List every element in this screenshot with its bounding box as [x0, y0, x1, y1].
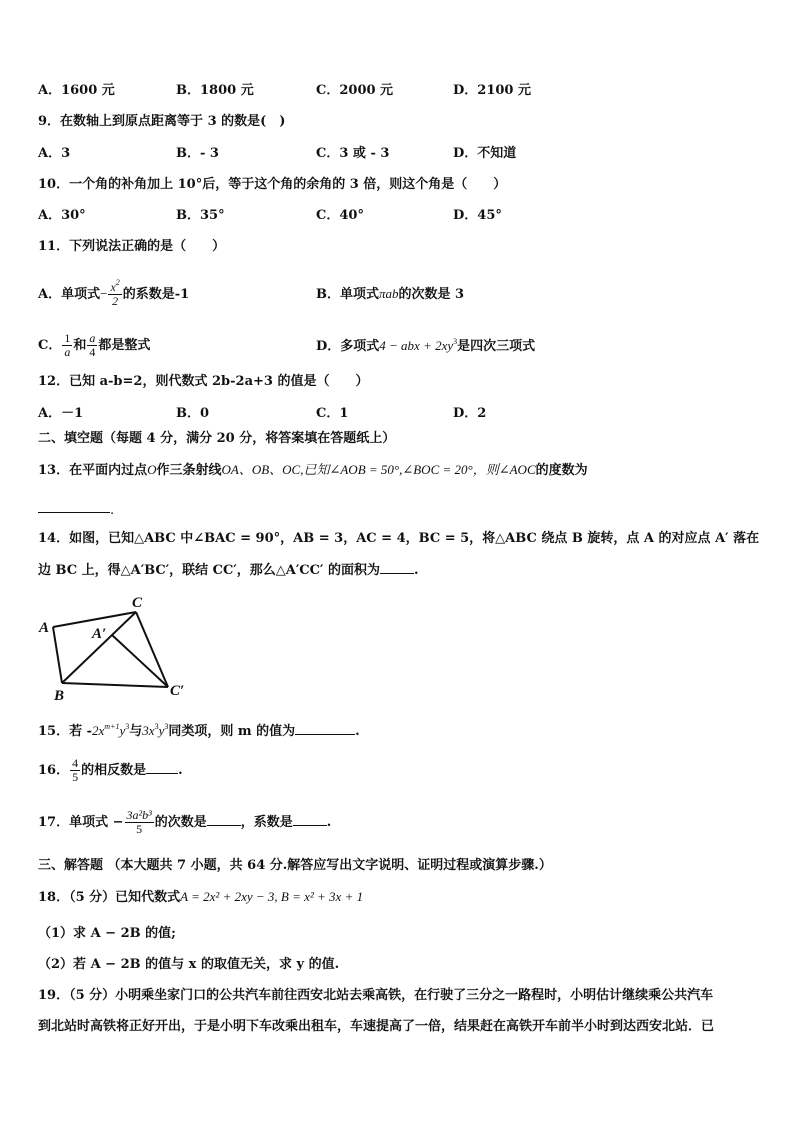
q11-c-suffix: 都是整式 [98, 338, 151, 353]
q17-degree-blank [207, 813, 241, 826]
q17-coefficient-text: ，系数是 [240, 815, 293, 830]
q14-line-2: 边 BC 上，得△A′BC′，联结 CC′，那么△A′CC′ 的面积为 . [38, 563, 419, 578]
q11-a-suffix: 的系数是-1 [122, 287, 190, 302]
q15-term2: 3x [142, 723, 155, 738]
q8-option-b: B．1800 元 [176, 83, 254, 98]
q11-stem: 11．下列说法正确的是（ ） [38, 239, 226, 254]
q16-prefix: 16． [38, 763, 70, 778]
q13-known: ,已知∠AOB = 50°,∠BOC = 20°，则∠AOC [300, 462, 536, 477]
q10-option-d: D．45° [453, 208, 502, 223]
q16-stem: 16． $\frac{4}{5}$ 的相反数是 . [38, 756, 183, 784]
q11-a-fraction: $\frac{x^2}{2}$ [110, 278, 120, 308]
section-3-heading: 三、解答题 （本大题共 7 小题，共 64 分.解答应写出文字说明、证明过程或演算步骤.） [38, 858, 552, 873]
q17-stem: 17．单项式 − $\frac{\text{3a²b³}}{5}$ 的次数是 ，系数是 . [38, 808, 332, 836]
q9-option-b: B．- 3 [176, 146, 219, 161]
q15-term1: 2x [92, 723, 105, 738]
q16-fraction [70, 757, 80, 784]
q11-a-prefix: A．单项式 [38, 287, 101, 302]
q15-term2-y: y [158, 723, 165, 738]
q15-suffix: 同类项，则 m 的值为 [168, 724, 296, 739]
q10-stem: 10．一个角的补角加上 10°后，等于这个角的余角的 3 倍，则这个角是（ ） [38, 177, 507, 192]
q19-line-2: 到北站时高铁将正好开出，于是小明下车改乘出租车，车速提高了一倍，结果赶在高铁开车前半小时到达西安北站．已 [38, 1019, 715, 1034]
label-a: A [39, 620, 50, 636]
q12-option-d: D．2 [453, 406, 487, 421]
q12-option-a: A．－1 [38, 406, 84, 421]
q11-d-prefix: D．多项式 [316, 339, 380, 354]
q14-line-1: 14．如图，已知△ABC 中∠BAC = 90°，AB = 3，AC = 4，BC = 5，将△ABC 绕点 B 旋转，点 A 的对应点 A′ 落在 [38, 531, 760, 546]
q18-part-1: （1）求 A − 2B 的值; [38, 926, 176, 941]
q8-option-a: A．1600 元 [38, 83, 115, 98]
q14-triangle-diagram [30, 590, 200, 705]
label-c-prime: C′ [170, 683, 185, 699]
section-2-heading: 二、填空题（每题 4 分，满分 20 分，将答案填在答题纸上） [38, 431, 396, 446]
q11-a-num: x [110, 280, 116, 294]
label-c: C [132, 595, 143, 611]
q13-period: . [110, 503, 115, 518]
q12-stem: 12．已知 a-b=2，则代数式 2b-2a+3 的值是（ ） [38, 374, 369, 389]
q11-b-suffix: 的次数是 3 [398, 287, 465, 302]
q11-c-fraction-1 [62, 332, 72, 359]
q8-option-d: D．2100 元 [453, 83, 531, 98]
q12-option-c: C．1 [316, 406, 349, 421]
q18-part-2: （2）若 A − 2B 的值与 x 的取值无关，求 y 的值. [38, 957, 340, 972]
q18-stem [38, 888, 363, 907]
q9-option-a: A．3 [38, 146, 71, 161]
q13-answer-blank [38, 512, 110, 513]
segment-cc-prime [136, 612, 168, 687]
q11-c-f2-num: a [89, 331, 96, 345]
q11-option-b [316, 285, 464, 304]
q15-prefix: 15．若 - [38, 724, 93, 739]
segment-bc-prime [62, 683, 168, 687]
q17-fraction [125, 809, 154, 836]
q16-num: 4 [72, 756, 79, 770]
q13-prefix: 13．在平面内过点 [38, 463, 148, 478]
q9-stem: 9．在数轴上到原点距离等于 3 的数是( ) [38, 114, 286, 129]
q11-c-fraction-2 [87, 332, 97, 359]
q11-c-prefix: C． [38, 338, 62, 353]
q15-mid: 与 [129, 724, 143, 739]
q17-degree-text: 的次数是 [154, 815, 207, 830]
q10-option-c: C．40° [316, 208, 364, 223]
q17-coefficient-blank [293, 813, 327, 826]
q15-term1-exp: m+1 [104, 722, 120, 731]
q11-a-den: 2 [112, 294, 119, 308]
q11-c-f1-num: 1 [64, 331, 71, 345]
q9-option-d: D．不知道 [453, 146, 517, 161]
q11-d-math: 4 − abx + 2xy [379, 338, 454, 353]
q18-stem-text: 18．（5 分）已知代数式 [38, 890, 181, 905]
label-b: B [54, 688, 65, 704]
q16-answer-blank [146, 761, 178, 774]
q15-stem: 15．若 $-2x^{m+1}y^3$与$3x^3y^3$同类项，则 m 的值为 . [38, 722, 360, 739]
q15-term2-exp: 3 [154, 722, 159, 731]
q9-option-c: C．3 或 - 3 [316, 146, 390, 161]
q11-c-f2-den: 4 [89, 345, 96, 359]
q15-answer-blank [295, 722, 355, 735]
q8-option-c: C．2000 元 [316, 83, 394, 98]
q13-rays: OA、OB、OC [221, 462, 301, 477]
label-a-prime: A′ [92, 626, 107, 642]
q11-option-a: A．单项式− $\frac{x^2}{2}$ 的系数是-1 [38, 278, 190, 308]
q13-suffix: 的度数为 [535, 463, 588, 478]
q16-suffix: 的相反数是 [81, 763, 147, 778]
q13-stem [38, 461, 588, 480]
segment-ab [53, 627, 62, 683]
q12-option-b: B．0 [176, 406, 210, 421]
q19-line-1: 19．（5 分）小明乘坐家门口的公共汽车前往西安北站去乘高铁，在行驶了三分之一路程时，小明估计继续乘公共汽车 [38, 988, 714, 1003]
q13-mid: 作三条射线 [156, 463, 222, 478]
q16-den: 5 [72, 770, 79, 784]
q17-den: 5 [136, 822, 143, 836]
q18-expression: A = 2x² + 2xy − 3, B = x² + 3x + 1 [180, 889, 364, 904]
q13-point-o: O [147, 462, 157, 477]
q14-answer-blank [380, 561, 414, 574]
segment-a-prime-c-prime [112, 635, 168, 687]
q11-option-c [38, 329, 150, 363]
q15-term1-y-exp: 3 [125, 722, 130, 731]
q14-line-2-text: 边 BC 上，得△A′BC′，联结 CC′，那么△A′CC′ 的面积为 [38, 563, 380, 578]
q15-term1-y: y [119, 723, 126, 738]
q11-b-math: πab [379, 286, 399, 301]
q17-prefix: 17．单项式 − [38, 815, 124, 830]
q11-c-f1-den: a [64, 345, 71, 359]
q11-c-mid: 和 [73, 338, 87, 353]
q11-b-prefix: B．单项式 [316, 287, 379, 302]
q15-term2-y-exp: 3 [164, 722, 169, 731]
q10-option-b: B．35° [176, 208, 225, 223]
q10-option-a: A．30° [38, 208, 86, 223]
q11-option-d: D．多项式4 − abx + $2xy^3$是四次三项式 [316, 337, 536, 354]
q11-d-suffix: 是四次三项式 [457, 339, 536, 354]
q17-num: 3a²b³ [126, 808, 152, 822]
